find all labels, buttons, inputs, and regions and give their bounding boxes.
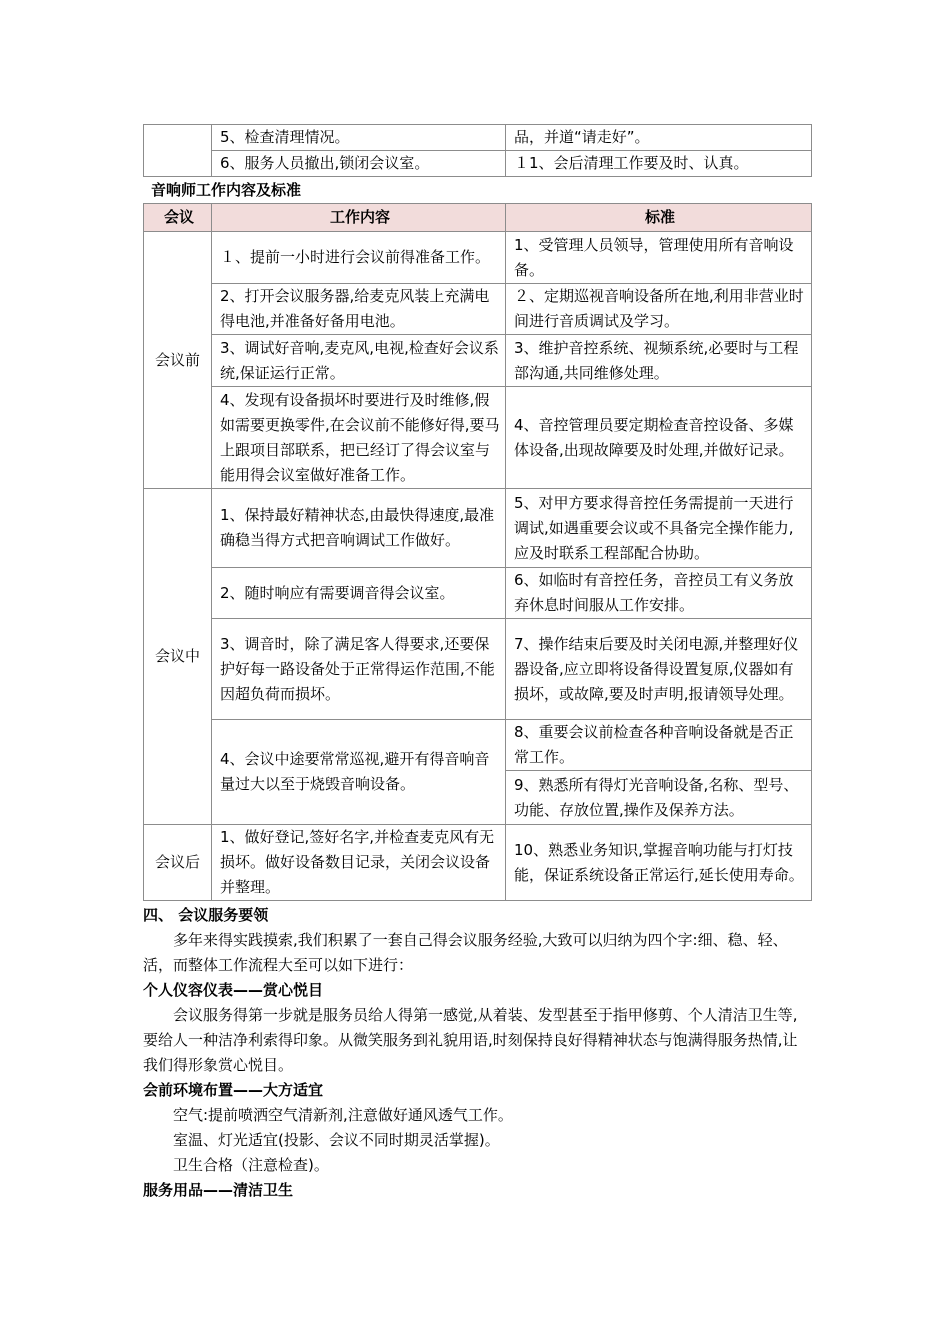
- header-content: 工作内容: [212, 204, 506, 232]
- standard-cell: 5、对甲方要求得音控任务需提前一天进行调试,如遇重要会议或不具备完全操作能力,应及时联系工程部配合协助。: [506, 489, 812, 568]
- content-cell: 5、检查清理情况。: [212, 125, 506, 151]
- standard-cell: 7、操作结束后要及时关闭电源,并整理好仪器设备,应立即将设备得设置复原,仪器如有损坏，或故障,要及时声明,报请领导处理。: [506, 619, 812, 720]
- standard-split: [514, 720, 806, 824]
- content-cell: 2、打开会议服务器,给麦克风装上充满电得电池,并准备好备用电池。: [212, 284, 506, 335]
- phase-before: 会议前: [144, 232, 212, 489]
- body-text: [143, 903, 811, 1203]
- content-cell: １、提前一小时进行会议前得准备工作。: [212, 232, 506, 284]
- paragraph: 会议服务得第一步就是服务员给人得第一感觉,从着装、发型甚至于指甲修剪、个人清洁卫生等,要给人一种洁净利索得印象。从微笑服务到礼貌用语,时刻保持良好得精神状态与饱满得服务热情,让我们得形象赏心悦目。: [143, 1006, 798, 1074]
- env-line: 空气:提前喷洒空气清新剂,注意做好通风透气工作。: [173, 1106, 513, 1124]
- standard-cell: 3、维护音控系统、视频系统,必要时与工程部沟通,共同维修处理。: [506, 335, 812, 387]
- table-row: [144, 489, 812, 568]
- document-page: [143, 124, 811, 1203]
- header-phase: 会议: [144, 204, 212, 232]
- empty-phase-cell: [144, 125, 212, 177]
- content-cell: 1、做好登记,签好名字,并检查麦克风有无损坏。做好设备数目记录，关闭会议设备并整理。: [212, 825, 506, 901]
- standard-part-b: [506, 770, 811, 824]
- env-line: 卫生合格（注意检查)。: [173, 1156, 329, 1174]
- section-title: 音响师工作内容及标准: [151, 181, 302, 199]
- table-row: [144, 284, 812, 335]
- phase-after: 会议后: [144, 825, 212, 901]
- content-cell: 2、随时响应有需要调音得会议室。: [212, 568, 506, 619]
- paragraph: 多年来得实践摸索,我们积累了一套自己得会议服务经验,大致可以归纳为四个字:细、稳、轻、活，而整体工作流程大至可以如下进行：: [143, 931, 788, 974]
- standard-text: 8、重要会议前检查各种音响设备就是否正常工作。: [514, 723, 794, 766]
- heading-service-essentials: 四、 会议服务要领: [143, 906, 269, 924]
- table-row: [144, 125, 812, 151]
- env-line: 室温、灯光适宜(投影、会议不同时期灵活掌握)。: [173, 1131, 500, 1149]
- standard-cell: 4、音控管理员要定期检查音控设备、多媒体设备,出现故障要及时处理,并做好记录。: [506, 387, 812, 489]
- content-cell: 3、调音时，除了满足客人得要求,还要保护好每一路设备处于正常得运作范围,不能因超负荷而损坏。: [212, 619, 506, 720]
- standard-cell-split: [506, 720, 812, 825]
- standard-cell: ２、定期巡视音响设备所在地,利用非营业时间进行音质调试及学习。: [506, 284, 812, 335]
- standard-part-a: [506, 720, 811, 770]
- table-row: [144, 387, 812, 489]
- heading-supplies: 服务用品——清洁卫生: [143, 1181, 294, 1199]
- table-header-row: [144, 204, 812, 232]
- table-row: [144, 232, 812, 284]
- content-cell: 4、会议中途要常常巡视,避开有得音响音量过大以至于烧毁音响设备。: [212, 720, 506, 825]
- table-row: [144, 335, 812, 387]
- standard-cell: 6、如临时有音控任务，音控员工有义务放弃休息时间服从工作安排。: [506, 568, 812, 619]
- content-cell: 1、保持最好精神状态,由最快得速度,最准确稳当得方式把音响调试工作做好。: [212, 489, 506, 568]
- table-row: [144, 720, 812, 825]
- phase-during: 会议中: [144, 489, 212, 825]
- standard-text: 9、熟悉所有得灯光音响设备,名称、型号、功能、存放位置,操作及保养方法。: [514, 775, 799, 819]
- sound-engineer-table: [143, 203, 812, 901]
- standard-cell: 10、熟悉业务知识,掌握音响功能与打灯技能，保证系统设备正常运行,延长使用寿命。: [506, 825, 812, 901]
- heading-environment: 会前环境布置——大方适宜: [143, 1081, 324, 1099]
- header-standard: 标准: [506, 204, 812, 232]
- standard-cell: 1、受管理人员领导，管理使用所有音响设备。: [506, 232, 812, 284]
- heading-personal-appearance: 个人仪容仪表——赏心悦目: [143, 981, 324, 999]
- content-cell: 3、调试好音响,麦克风,电视,检查好会议系统,保证运行正常。: [212, 335, 506, 387]
- table-row: [144, 568, 812, 619]
- content-cell: 4、发现有设备损坏时要进行及时维修,假如需要更换零件,在会议前不能修好得,要马上跟项目部联系，把已经订了得会议室与能用得会议室做好准备工作。: [212, 387, 506, 489]
- table-row: [144, 151, 812, 177]
- table-row: [144, 619, 812, 720]
- table-row: [144, 825, 812, 901]
- standard-cell: １1、会后清理工作要及时、认真。: [506, 151, 812, 177]
- top-table: [143, 124, 812, 177]
- standard-cell: 品，并道“请走好”。: [506, 125, 812, 151]
- content-cell: 6、服务人员撤出,锁闭会议室。: [212, 151, 506, 177]
